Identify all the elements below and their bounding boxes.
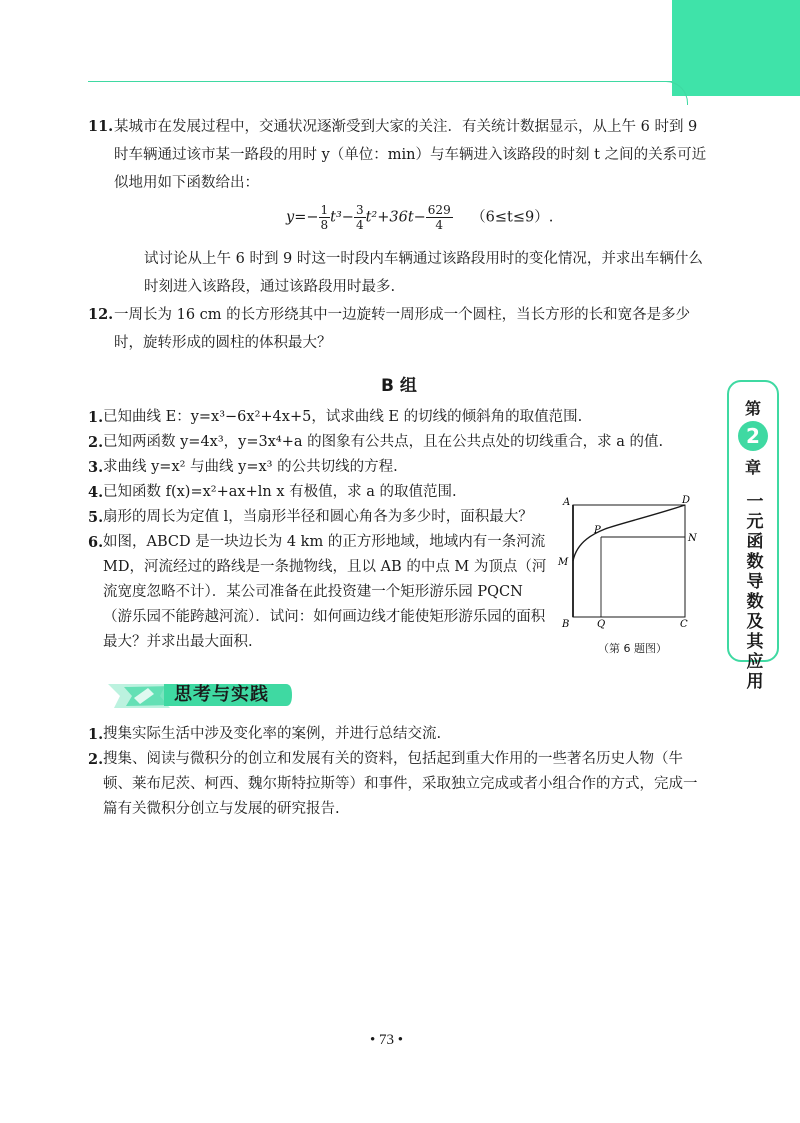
label-m: M — [558, 557, 569, 568]
label-n: N — [688, 533, 697, 544]
problem-item — [88, 405, 710, 430]
chapter-suffix: 章 — [744, 458, 761, 477]
problem-number: 4. — [88, 484, 104, 501]
formula — [88, 197, 710, 245]
formula-term: t³− — [330, 209, 354, 226]
problem-text: 已知曲线 E：y=x³−6x²+4x+5，试求曲线 E 的切线的倾斜角的取值范围. — [103, 409, 583, 425]
formula-condition: （6≤t≤9）. — [471, 209, 554, 226]
problem-number: 2. — [88, 434, 104, 451]
problem-number: 6. — [88, 534, 104, 551]
problem-number: 5. — [88, 509, 104, 526]
label-p: P — [594, 525, 601, 536]
chapter-number-badge: 2 — [738, 421, 768, 451]
problem-text: 已知两函数 y=4x³，y=3x⁴+a 的图象有公共点，且在公共点处的切线重合，求 a 的值. — [103, 434, 664, 450]
practice-number: 1. — [88, 726, 104, 743]
practice-text: 搜集实际生活中涉及变化率的案例，并进行总结交流. — [103, 726, 442, 742]
label-d: D — [682, 495, 691, 506]
label-b: B — [562, 619, 570, 630]
problem-item — [88, 430, 710, 455]
formula-term: t²+36t− — [365, 209, 426, 226]
practice-number: 2. — [88, 751, 104, 768]
problem-text: 一周长为 16 cm 的长方形绕其中一边旋转一周形成一个圆柱，当长方形的长和宽各是多少时，旋转形成的圆柱的体积最大？ — [114, 307, 691, 351]
problem-number: 1. — [88, 409, 104, 426]
header-rule — [88, 81, 672, 82]
problem-item — [88, 113, 710, 197]
problem-text: 如图，ABCD 是一块边长为 4 km 的正方形地域，地域内有一条河流 MD，河流经过的路线是一条抛物线，且以 AB 的中点 M 为顶点（河流宽度忽略不计）．某公司准备在此投资建一个矩形游乐园 PQCN（游乐园不能跨越河流）．试问：如何画边线才能使矩形游乐园的面积最大？并求出最大面积. — [103, 534, 547, 650]
problem-text: 扇形的周长为定值 l，当扇形半径和圆心角各为多少时，面积最大？ — [103, 509, 533, 525]
practice-title: 思考与实践 — [174, 684, 269, 705]
chapter-title: 一元函数导数及其应用 — [742, 492, 763, 692]
practice-item — [88, 747, 710, 822]
problem-item — [88, 301, 710, 357]
practice-item — [88, 722, 710, 747]
chapter-prefix: 第 — [744, 399, 761, 418]
problem-text: 某城市在发展过程中，交通状况逐渐受到大家的关注．有关统计数据显示，从上午 6 时到 9 时车辆通过该市某一路段的用时 y（单位：min）与车辆进入该路段的时刻 t 之间的关系可近似地用如下函数给出： — [114, 119, 707, 191]
problem-number: 12. — [88, 306, 114, 323]
chapter-tab — [727, 380, 779, 692]
label-a: A — [563, 497, 571, 508]
fraction: $\frac{3}{4}$ — [355, 203, 364, 232]
river-curve — [573, 505, 685, 561]
page-number: • 73 • — [370, 1032, 404, 1048]
problem-text: 求曲线 y=x² 与曲线 y=x³ 的公共切线的方程. — [103, 459, 398, 475]
practice-text: 搜集、阅读与微积分的创立和发展有关的资料，包括起到重大作用的一些著名历史人物（牛顿、莱布尼茨、柯西、魏尔斯特拉斯等）和事件，采取独立完成或者小组合作的方式，完成一篇有关微积分创立与发展的研究报告. — [103, 751, 698, 817]
fraction: $\frac{1}{8}$ — [320, 203, 329, 232]
section-heading: B 组 — [381, 376, 417, 396]
label-q: Q — [597, 619, 606, 630]
label-c: C — [680, 619, 688, 630]
river-square-figure — [555, 493, 705, 658]
problem-number: 11. — [88, 118, 114, 135]
corner-decoration — [672, 0, 800, 96]
figure-caption: （第 6 题图） — [598, 642, 667, 655]
practice-section — [88, 722, 710, 822]
problem-text: 已知函数 f(x)=x²+ax+ln x 有极值，求 a 的取值范围. — [103, 484, 457, 500]
problem-item — [88, 530, 548, 655]
problem-number: 3. — [88, 459, 104, 476]
problem-followup: 试讨论从上午 6 时到 9 时这一时段内车辆通过该路段用时的变化情况，并求出车辆什么时刻进入该路段，通过该路段用时最多. — [144, 251, 703, 295]
problem-item — [88, 455, 710, 480]
formula-lhs: y=− — [286, 209, 319, 226]
fraction: $\frac{629}{4}$ — [427, 203, 451, 232]
